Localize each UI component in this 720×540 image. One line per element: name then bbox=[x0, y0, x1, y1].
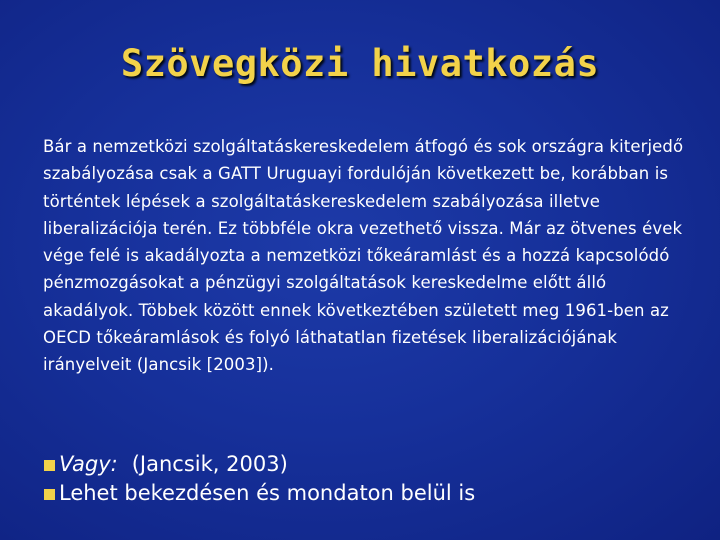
square-bullet-icon bbox=[44, 460, 55, 471]
bullet-text: (Jancsik, 2003) bbox=[131, 452, 288, 476]
bullet-list bbox=[44, 450, 704, 508]
slide-title: Szövegközi hivatkozás bbox=[120, 42, 600, 85]
bullet-item-citation bbox=[44, 450, 704, 479]
bullet-text: Lehet bekezdésen és mondaton belül is bbox=[59, 481, 476, 505]
bullet-label: Vagy: bbox=[59, 452, 118, 476]
square-bullet-icon bbox=[44, 489, 55, 500]
bullet-item-placement bbox=[44, 479, 704, 508]
body-paragraph: Bár a nemzetközi szolgáltatáskereskedelem átfogó és sok országra kiterjedő szabályozása csak a GATT Uruguayi fordulóján következett be, korábban is történtek lépések a szolgáltatáskereskedelem szabályozása illetve liberalizációja terén. Ez többféle okra vezethető vissza. Már az ötvenes évek vége felé is akadályozta a nemzetközi tőkeáramlást és a hozzá kapcsolódó pénzmozgásokat a pénzügyi szolgáltatások kereskedelme előtt álló akadályok. Többek között ennek következtében született meg 1961-ben az OECD tőkeáramlások és folyó láthatatlan fizetések liberalizációjának irányelveit (Jancsik [2003]). bbox=[43, 137, 684, 375]
